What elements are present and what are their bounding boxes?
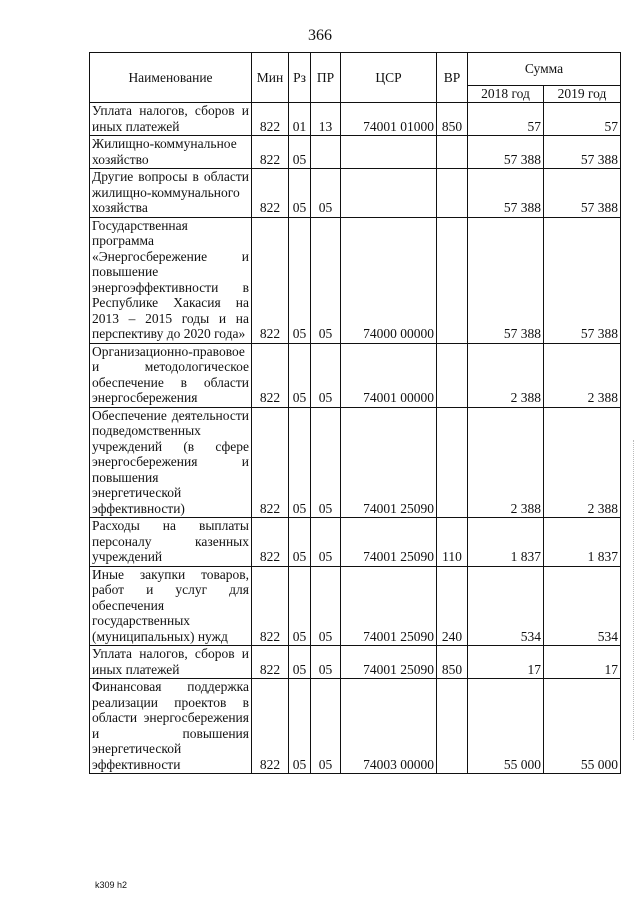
row-sum-2018: 2 388 xyxy=(468,343,544,407)
header-csr: ЦСР xyxy=(341,53,437,103)
table-row xyxy=(90,646,621,679)
row-pr: 05 xyxy=(311,566,341,646)
header-year-2018: 2018 год xyxy=(468,86,544,103)
row-name: Уплата налогов, сборов и иных платежей xyxy=(90,103,252,136)
row-sum-2019: 2 388 xyxy=(544,343,621,407)
page-number: 366 xyxy=(308,27,332,44)
row-min: 822 xyxy=(252,136,289,169)
row-sum-2018: 2 388 xyxy=(468,407,544,518)
row-sum-2018: 57 388 xyxy=(468,136,544,169)
row-min: 822 xyxy=(252,103,289,136)
row-sum-2018: 534 xyxy=(468,566,544,646)
header-min: Мин xyxy=(252,53,289,103)
header-rz: Рз xyxy=(289,53,311,103)
row-vr xyxy=(437,407,468,518)
row-rz: 05 xyxy=(289,407,311,518)
row-name: Государственная программа «Энергосбережение и повышение энергоэффективности в Республике Хакасия на 2013 – 2015 годы и на перспективу до 2020 года» xyxy=(90,217,252,343)
row-rz: 05 xyxy=(289,169,311,218)
header-vr: ВР xyxy=(437,53,468,103)
table-row xyxy=(90,407,621,518)
table-row xyxy=(90,136,621,169)
row-vr: 110 xyxy=(437,518,468,567)
row-name: Финансовая поддержка реализации проектов в области энергосбережения и повышения энергетической эффективности xyxy=(90,679,252,774)
row-vr xyxy=(437,136,468,169)
row-sum-2018: 17 xyxy=(468,646,544,679)
row-rz: 05 xyxy=(289,566,311,646)
table-body xyxy=(90,103,621,774)
table-row xyxy=(90,679,621,774)
row-vr xyxy=(437,169,468,218)
row-min: 822 xyxy=(252,566,289,646)
row-csr: 74001 25090 xyxy=(341,407,437,518)
row-sum-2018: 1 837 xyxy=(468,518,544,567)
row-rz: 05 xyxy=(289,679,311,774)
row-pr: 05 xyxy=(311,169,341,218)
row-csr: 74003 00000 xyxy=(341,679,437,774)
row-min: 822 xyxy=(252,518,289,567)
table-row xyxy=(90,169,621,218)
row-sum-2019: 534 xyxy=(544,566,621,646)
row-sum-2019: 57 388 xyxy=(544,136,621,169)
header-year-2019: 2019 год xyxy=(544,86,621,103)
footer-code: k309 h2 xyxy=(95,880,128,890)
row-min: 822 xyxy=(252,646,289,679)
row-rz: 05 xyxy=(289,646,311,679)
row-name: Уплата налогов, сборов и иных платежей xyxy=(90,646,252,679)
row-csr: 74001 25090 xyxy=(341,518,437,567)
table-row xyxy=(90,217,621,343)
row-min: 822 xyxy=(252,407,289,518)
row-sum-2019: 17 xyxy=(544,646,621,679)
table-row xyxy=(90,566,621,646)
row-min: 822 xyxy=(252,679,289,774)
row-sum-2019: 57 xyxy=(544,103,621,136)
row-name: Другие вопросы в области жилищно-коммунального хозяйства xyxy=(90,169,252,218)
row-rz: 05 xyxy=(289,518,311,567)
row-sum-2018: 57 xyxy=(468,103,544,136)
header-sum: Сумма xyxy=(468,53,621,86)
row-csr: 74001 25090 xyxy=(341,566,437,646)
row-rz: 01 xyxy=(289,103,311,136)
scan-margin-marks xyxy=(633,440,636,740)
row-sum-2019: 1 837 xyxy=(544,518,621,567)
row-vr xyxy=(437,217,468,343)
row-csr: 74000 00000 xyxy=(341,217,437,343)
row-sum-2019: 57 388 xyxy=(544,169,621,218)
row-min: 822 xyxy=(252,169,289,218)
row-csr: 74001 25090 xyxy=(341,646,437,679)
row-name: Иные закупки товаров, работ и услуг для обеспечения государственных (муниципальных) нужд xyxy=(90,566,252,646)
table-header xyxy=(90,53,621,103)
row-csr: 74001 01000 xyxy=(341,103,437,136)
header-name: Наименование xyxy=(90,53,252,103)
row-pr xyxy=(311,136,341,169)
row-name: Организационно-правовое и методологическое обеспечение в области энергосбережения xyxy=(90,343,252,407)
row-vr xyxy=(437,343,468,407)
row-name: Обеспечение деятельности подведомственных учреждений (в сфере энергосбережения и повышения энергетической эффективности) xyxy=(90,407,252,518)
row-pr: 05 xyxy=(311,646,341,679)
row-sum-2018: 57 388 xyxy=(468,169,544,218)
row-vr: 850 xyxy=(437,103,468,136)
row-csr xyxy=(341,136,437,169)
row-pr: 05 xyxy=(311,407,341,518)
row-pr: 13 xyxy=(311,103,341,136)
table-row xyxy=(90,343,621,407)
row-vr: 240 xyxy=(437,566,468,646)
row-min: 822 xyxy=(252,217,289,343)
row-sum-2019: 55 000 xyxy=(544,679,621,774)
budget-table xyxy=(89,52,621,774)
row-rz: 05 xyxy=(289,343,311,407)
table-row xyxy=(90,103,621,136)
row-vr xyxy=(437,679,468,774)
table-row xyxy=(90,518,621,567)
row-rz: 05 xyxy=(289,217,311,343)
row-sum-2018: 57 388 xyxy=(468,217,544,343)
row-pr: 05 xyxy=(311,679,341,774)
row-sum-2019: 57 388 xyxy=(544,217,621,343)
row-csr xyxy=(341,169,437,218)
row-name: Расходы на выплаты персоналу казенных учреждений xyxy=(90,518,252,567)
header-pr: ПР xyxy=(311,53,341,103)
row-pr: 05 xyxy=(311,217,341,343)
row-rz: 05 xyxy=(289,136,311,169)
row-min: 822 xyxy=(252,343,289,407)
row-pr: 05 xyxy=(311,518,341,567)
row-sum-2018: 55 000 xyxy=(468,679,544,774)
row-sum-2019: 2 388 xyxy=(544,407,621,518)
row-csr: 74001 00000 xyxy=(341,343,437,407)
row-name: Жилищно-коммунальное хозяйство xyxy=(90,136,252,169)
row-vr: 850 xyxy=(437,646,468,679)
row-pr: 05 xyxy=(311,343,341,407)
